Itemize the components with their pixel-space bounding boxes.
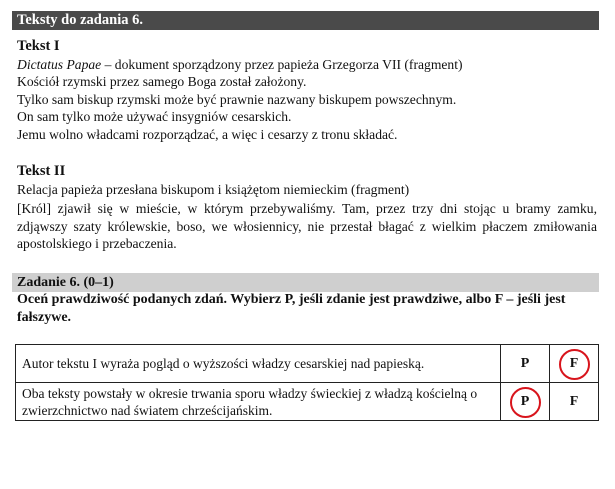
text-1-heading: Tekst I xyxy=(17,38,60,54)
option-label: F xyxy=(569,355,579,371)
table-row xyxy=(16,383,599,421)
text-1-line: Tylko sam biskup rzymski może być prawnie nazwany biskupem powszechnym. xyxy=(17,91,457,107)
text-1-line: On sam tylko może używać insygniów cesarskich. xyxy=(17,109,292,125)
text-2-source: Relacja papieża przesłana biskupom i książętom niemieckim (fragment) xyxy=(17,181,410,197)
task-instruction: Oceń prawdziwość podanych zdań. Wybierz P, jeśli zdanie jest prawdziwe, albo F – jeśli jest fałszywe. xyxy=(17,292,566,325)
text-1-line: Kościół rzymski przez samego Boga został założony. xyxy=(17,74,307,90)
text-2-body: [Król] zjawił się w mieście, w którym przebywaliśmy. Tam, przez trzy dni stojąc u bramy zamku, zdjąwszy szaty królewskie, boso, we włosiennicy, nie przestał błagać z wielkim płaczem zmiłowania apostolskiego i przebaczenia. xyxy=(17,201,597,252)
option-label: P xyxy=(520,393,530,409)
table-row xyxy=(16,345,599,383)
text-2-heading: Tekst II xyxy=(17,163,66,179)
text-1 xyxy=(17,38,597,144)
section-header: Teksty do zadania 6. xyxy=(12,11,599,30)
option-label: P xyxy=(520,355,530,371)
source-title: Dictatus Papae xyxy=(17,56,102,72)
text-1-source xyxy=(17,56,597,74)
answer-circle-mark xyxy=(559,349,590,380)
answer-table xyxy=(15,344,599,421)
option-label: F xyxy=(569,393,579,409)
statement-1: Autor tekstu I wyraża pogląd o wyższości władzy cesarskiej nad papieską. xyxy=(16,345,501,383)
option-f-2[interactable] xyxy=(550,383,599,421)
text-1-line: Jemu wolno władcami rozporządzać, a więc i cesarzy z tronu składać. xyxy=(17,126,398,142)
option-p-2[interactable] xyxy=(501,383,550,421)
source-description: – dokument sporządzony przez papieża Grzegorza VII (fragment) xyxy=(101,56,463,72)
option-p-1[interactable] xyxy=(501,345,550,383)
option-f-1[interactable] xyxy=(550,345,599,383)
task-title: Zadanie 6. (0–1) xyxy=(12,273,599,292)
statement-2: Oba teksty powstały w okresie trwania sporu władzy świeckiej z władzą kościelną o zwierzchnictwo nad światem chrześcijańskim. xyxy=(16,383,501,421)
text-2 xyxy=(17,163,597,253)
answer-circle-mark xyxy=(510,387,541,418)
